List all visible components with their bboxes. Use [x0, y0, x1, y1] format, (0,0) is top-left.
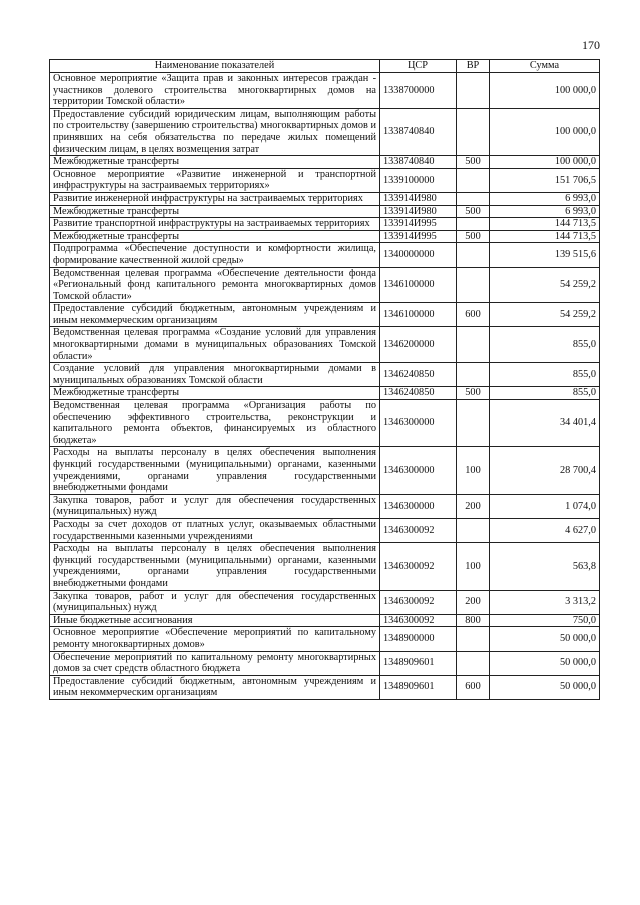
cell-sum: 855,0: [490, 363, 600, 387]
cell-name: Иные бюджетные ассигнования: [50, 614, 380, 627]
cell-code: 1348909601: [380, 651, 457, 675]
header-name: Наименование показателей: [50, 60, 380, 73]
cell-name: Межбюджетные трансферты: [50, 156, 380, 169]
table-row: [50, 108, 600, 155]
cell-sum: 100 000,0: [490, 156, 600, 169]
cell-sum: 50 000,0: [490, 627, 600, 651]
cell-sum: 100 000,0: [490, 73, 600, 109]
cell-vr: 200: [457, 590, 490, 614]
cell-name: Развитие инженерной инфраструктуры на застраиваемых территориях: [50, 192, 380, 205]
cell-sum: 144 713,5: [490, 230, 600, 243]
cell-code: 1348900000: [380, 627, 457, 651]
cell-vr: [457, 243, 490, 267]
table-row: [50, 156, 600, 169]
table-row: [50, 400, 600, 447]
cell-name: Предоставление субсидий юридическим лицам, выполняющим работы по строительству (завершению строительства) многоквартирных домов и принявших на себя обязательства по передаче жилых помещений физическим лицам, в целях возмещения затрат: [50, 108, 380, 155]
cell-vr: 100: [457, 447, 490, 494]
cell-sum: 151 706,5: [490, 168, 600, 192]
cell-sum: 100 000,0: [490, 108, 600, 155]
table-row: [50, 387, 600, 400]
cell-code: 1339100000: [380, 168, 457, 192]
cell-code: 1346240850: [380, 363, 457, 387]
table-row: [50, 73, 600, 109]
cell-code: 1338700000: [380, 73, 457, 109]
header-sum: Сумма: [490, 60, 600, 73]
cell-name: Ведомственная целевая программа «Обеспечение деятельности фонда «Региональный фонд капитального ремонта многоквартирных домов Томской области»: [50, 267, 380, 303]
cell-code: 1346300092: [380, 518, 457, 542]
cell-vr: 200: [457, 494, 490, 518]
cell-name: Предоставление субсидий бюджетным, автономным учреждениям и иным некоммерческим организациям: [50, 303, 380, 327]
cell-vr: [457, 627, 490, 651]
cell-name: Создание условий для управления многоквартирными домами в муниципальных образованиях Томской области: [50, 363, 380, 387]
cell-vr: [457, 192, 490, 205]
cell-vr: [457, 363, 490, 387]
cell-vr: [457, 168, 490, 192]
cell-name: Межбюджетные трансферты: [50, 205, 380, 218]
cell-vr: 800: [457, 614, 490, 627]
cell-sum: 54 259,2: [490, 303, 600, 327]
cell-name: Основное мероприятие «Обеспечение мероприятий по капитальному ремонту многоквартирных домов»: [50, 627, 380, 651]
table-row: [50, 494, 600, 518]
cell-sum: 1 074,0: [490, 494, 600, 518]
cell-code: 1346300092: [380, 543, 457, 590]
cell-vr: [457, 218, 490, 231]
cell-code: 1346300092: [380, 614, 457, 627]
table-body: [50, 73, 600, 700]
table-row: [50, 205, 600, 218]
cell-vr: 500: [457, 230, 490, 243]
cell-name: Развитие транспортной инфраструктуры на застраиваемых территориях: [50, 218, 380, 231]
cell-code: 1346240850: [380, 387, 457, 400]
table-row: [50, 627, 600, 651]
cell-name: Расходы за счет доходов от платных услуг, оказываемых областными государственными казенными учреждениями: [50, 518, 380, 542]
table-row: [50, 218, 600, 231]
cell-vr: 500: [457, 156, 490, 169]
table-row: [50, 168, 600, 192]
cell-sum: 6 993,0: [490, 192, 600, 205]
cell-sum: 4 627,0: [490, 518, 600, 542]
cell-vr: [457, 651, 490, 675]
cell-name: Подпрограмма «Обеспечение доступности и комфортности жилища, формирование качественной жилой среды»: [50, 243, 380, 267]
cell-code: 1348909601: [380, 675, 457, 699]
cell-sum: 50 000,0: [490, 675, 600, 699]
cell-code: 1346200000: [380, 327, 457, 363]
cell-name: Основное мероприятие «Развитие инженерной и транспортной инфраструктуры на застраиваемых территориях»: [50, 168, 380, 192]
table-row: [50, 651, 600, 675]
cell-code: 133914И995: [380, 230, 457, 243]
cell-code: 133914И980: [380, 205, 457, 218]
cell-sum: 855,0: [490, 327, 600, 363]
cell-code: 133914И995: [380, 218, 457, 231]
table-row: [50, 363, 600, 387]
cell-vr: 500: [457, 205, 490, 218]
cell-name: Межбюджетные трансферты: [50, 230, 380, 243]
cell-code: 1346100000: [380, 303, 457, 327]
cell-name: Ведомственная целевая программа «Организация работы по обеспечению эффективного строительства, реконструкции и капитального ремонта объектов, финансируемых из областного бюджета»: [50, 400, 380, 447]
cell-code: 1346300000: [380, 400, 457, 447]
table-row: [50, 614, 600, 627]
table-row: [50, 518, 600, 542]
table-row: [50, 267, 600, 303]
table-row: [50, 447, 600, 494]
cell-sum: 750,0: [490, 614, 600, 627]
table-row: [50, 303, 600, 327]
cell-name: Обеспечение мероприятий по капитальному ремонту многоквартирных домов за счет средств областного бюджета: [50, 651, 380, 675]
cell-name: Расходы на выплаты персоналу в целях обеспечения выполнения функций государственными (муниципальными) органами, казенными учреждениями, органами управления государственными внебюджетными фондами: [50, 447, 380, 494]
table-row: [50, 327, 600, 363]
cell-vr: [457, 108, 490, 155]
cell-vr: 600: [457, 303, 490, 327]
table-row: [50, 243, 600, 267]
table-row: [50, 230, 600, 243]
cell-code: 1338740840: [380, 156, 457, 169]
cell-name: Предоставление субсидий бюджетным, автономным учреждениям и иным некоммерческим организациям: [50, 675, 380, 699]
table-header-row: [50, 60, 600, 73]
cell-name: Закупка товаров, работ и услуг для обеспечения государственных (муниципальных) нужд: [50, 590, 380, 614]
cell-vr: [457, 327, 490, 363]
cell-code: 1340000000: [380, 243, 457, 267]
table-row: [50, 675, 600, 699]
cell-sum: 34 401,4: [490, 400, 600, 447]
cell-code: 1346100000: [380, 267, 457, 303]
cell-name: Ведомственная целевая программа «Создание условий для управления многоквартирными домами в муниципальных образованиях Томской области»: [50, 327, 380, 363]
cell-sum: 855,0: [490, 387, 600, 400]
cell-code: 1346300092: [380, 590, 457, 614]
cell-sum: 6 993,0: [490, 205, 600, 218]
header-vr: ВР: [457, 60, 490, 73]
header-csr: ЦСР: [380, 60, 457, 73]
cell-sum: 144 713,5: [490, 218, 600, 231]
cell-code: 1346300000: [380, 447, 457, 494]
cell-vr: 100: [457, 543, 490, 590]
cell-sum: 563,8: [490, 543, 600, 590]
page-number: 170: [582, 38, 600, 52]
cell-name: Основное мероприятие «Защита прав и законных интересов граждан - участников долевого строительства многоквартирных домов на территории Томской области»: [50, 73, 380, 109]
cell-vr: 600: [457, 675, 490, 699]
cell-vr: [457, 518, 490, 542]
cell-sum: 28 700,4: [490, 447, 600, 494]
cell-vr: [457, 267, 490, 303]
cell-vr: [457, 73, 490, 109]
cell-name: Закупка товаров, работ и услуг для обеспечения государственных (муниципальных) нужд: [50, 494, 380, 518]
cell-name: Расходы на выплаты персоналу в целях обеспечения выполнения функций государственными (муниципальными) органами, казенными учреждениями, органами управления государственными внебюджетными фондами: [50, 543, 380, 590]
cell-vr: 500: [457, 387, 490, 400]
cell-code: 133914И980: [380, 192, 457, 205]
table-row: [50, 192, 600, 205]
cell-sum: 50 000,0: [490, 651, 600, 675]
cell-sum: 54 259,2: [490, 267, 600, 303]
cell-sum: 3 313,2: [490, 590, 600, 614]
table-row: [50, 543, 600, 590]
cell-code: 1346300000: [380, 494, 457, 518]
cell-code: 1338740840: [380, 108, 457, 155]
cell-name: Межбюджетные трансферты: [50, 387, 380, 400]
table-row: [50, 590, 600, 614]
cell-vr: [457, 400, 490, 447]
budget-table: [49, 59, 600, 700]
cell-sum: 139 515,6: [490, 243, 600, 267]
